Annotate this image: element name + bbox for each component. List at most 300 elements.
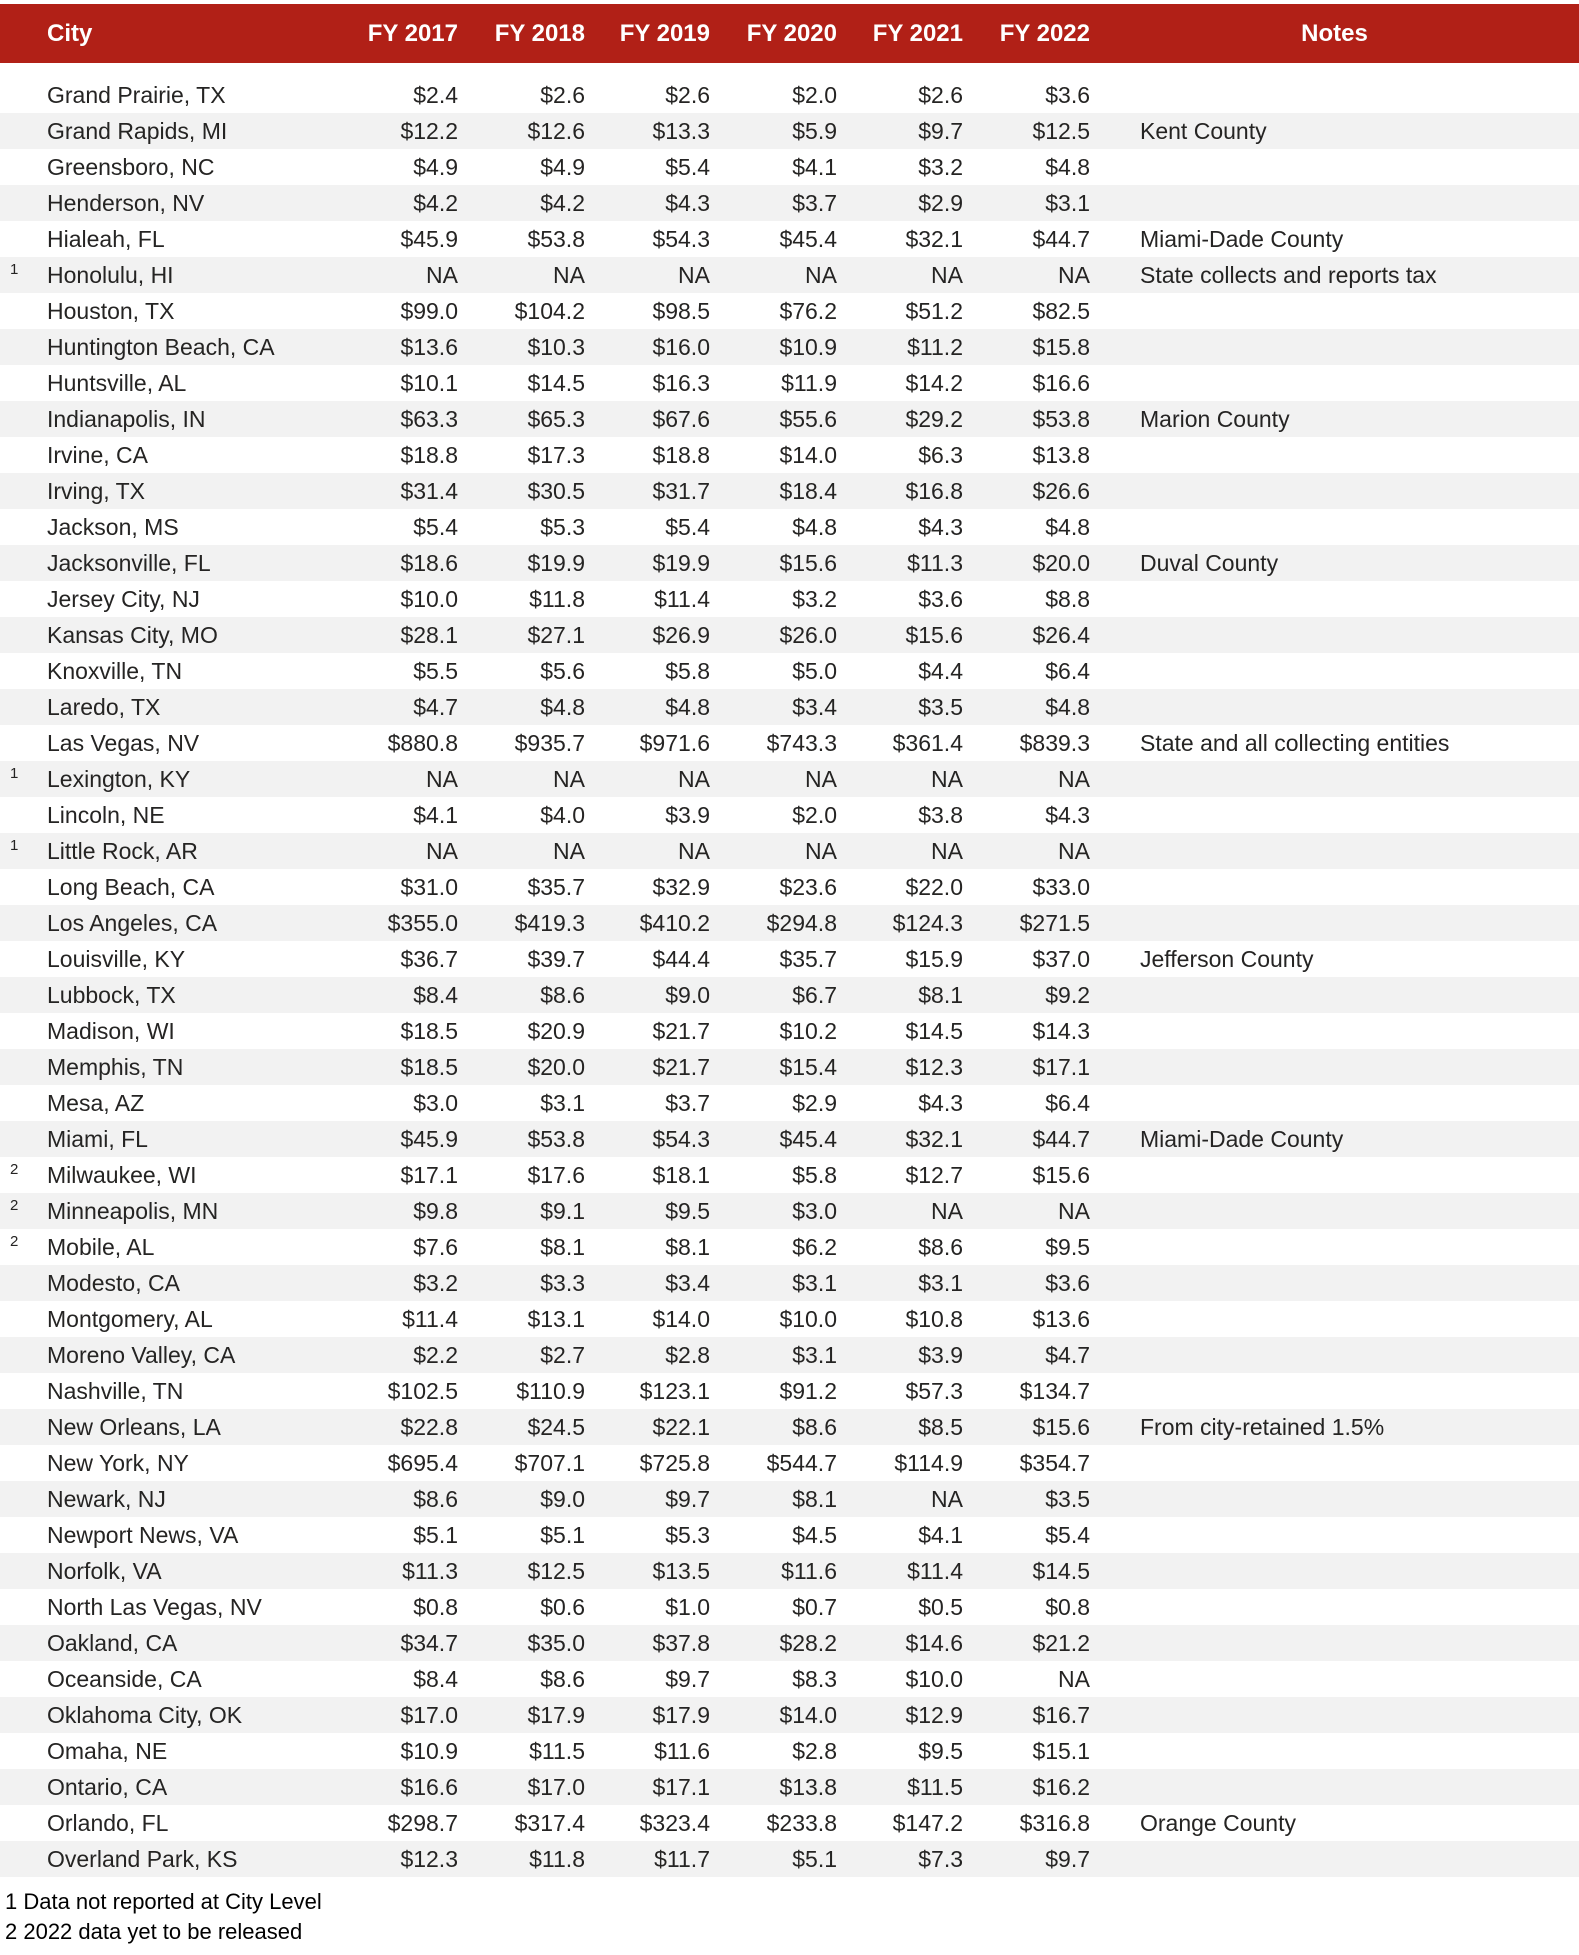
- fy2018-value: $39.7: [527, 945, 585, 972]
- city-cell: [0, 586, 330, 613]
- fy2022-value: $839.3: [1019, 729, 1090, 756]
- city-cell: [0, 1702, 330, 1729]
- fy2019-value: $11.4: [654, 585, 710, 612]
- fy2018-value: $17.6: [527, 1161, 585, 1188]
- table-row: [0, 1157, 1579, 1193]
- city-cell: [0, 1522, 330, 1549]
- city-name: Nashville, TN: [47, 1377, 184, 1404]
- table-row: [0, 1409, 1579, 1445]
- footnote-marker: 1: [10, 261, 19, 278]
- fy2017-value: $10.9: [400, 1737, 458, 1764]
- table-row: [0, 1661, 1579, 1697]
- fy2018-value: $8.6: [540, 981, 585, 1008]
- fy2018-value: $11.5: [529, 1737, 585, 1764]
- fy2022-value: NA: [1058, 1665, 1090, 1692]
- city-cell: [0, 1054, 330, 1081]
- fy2019-value: $54.3: [652, 225, 710, 252]
- fy2022-value: $21.2: [1032, 1629, 1090, 1656]
- table-row: [0, 653, 1579, 689]
- fy2022-value: $33.0: [1032, 873, 1090, 900]
- table-row: [0, 1121, 1579, 1157]
- fy2017-value: $28.1: [400, 621, 458, 648]
- city-name: Miami, FL: [47, 1125, 148, 1152]
- city-cell: [0, 154, 330, 181]
- fy2018-value: NA: [553, 261, 585, 288]
- table-row: [0, 293, 1579, 329]
- fy2018-value: $4.2: [540, 189, 585, 216]
- fy2022-value: $16.7: [1032, 1701, 1090, 1728]
- fy2021-value: $11.4: [907, 1557, 963, 1584]
- city-name: Irvine, CA: [47, 441, 148, 468]
- fy2022-value: $20.0: [1032, 549, 1090, 576]
- city-cell: [0, 1774, 330, 1801]
- notes-cell: From city-retained 1.5%: [1140, 1413, 1385, 1440]
- fy2018-value: $24.5: [527, 1413, 585, 1440]
- city-cell: [0, 550, 330, 577]
- city-cell: [0, 406, 330, 433]
- table-row: [0, 1805, 1579, 1841]
- fy2022-value: $17.1: [1032, 1053, 1090, 1080]
- fy2021-value: $11.5: [907, 1773, 963, 1800]
- fy2020-value: $8.6: [792, 1413, 837, 1440]
- city-name: Louisville, KY: [47, 945, 186, 972]
- fy2018-value: $30.5: [527, 477, 585, 504]
- fy2021-value: $29.2: [905, 405, 963, 432]
- city-name: Jackson, MS: [47, 513, 179, 540]
- table-row: [0, 1013, 1579, 1049]
- table-row: [0, 1229, 1579, 1265]
- fy2020-value: $5.9: [792, 117, 837, 144]
- fy2018-value: $12.6: [527, 117, 585, 144]
- city-name: New York, NY: [47, 1449, 189, 1476]
- fy2019-value: $54.3: [652, 1125, 710, 1152]
- fy2021-value: $2.9: [918, 189, 963, 216]
- table-row: [0, 1589, 1579, 1625]
- fy2019-value: $11.7: [654, 1845, 710, 1872]
- city-name: North Las Vegas, NV: [47, 1593, 262, 1620]
- fy2021-value: $3.6: [918, 585, 963, 612]
- city-cell: [0, 478, 330, 505]
- fy2019-value: $323.4: [639, 1809, 710, 1836]
- fy2021-value: $6.3: [918, 441, 963, 468]
- fy2018-value: $5.3: [540, 513, 585, 540]
- table-row: [0, 1697, 1579, 1733]
- fy2017-value: $8.4: [413, 981, 458, 1008]
- fy2017-value: $45.9: [400, 225, 458, 252]
- notes-cell: Marion County: [1140, 405, 1290, 432]
- fy2022-value: $15.6: [1032, 1413, 1090, 1440]
- city-name: Huntington Beach, CA: [47, 333, 275, 360]
- footnote-1: 1 Data not reported at City Level: [5, 1889, 322, 1914]
- table-row: [0, 1445, 1579, 1481]
- city-cell: [0, 262, 330, 289]
- city-name: Moreno Valley, CA: [47, 1341, 236, 1368]
- fy2018-value: $2.7: [540, 1341, 585, 1368]
- city-cell: [0, 802, 330, 829]
- fy2018-value: $8.1: [540, 1233, 585, 1260]
- fy2017-value: $7.6: [413, 1233, 458, 1260]
- table-row: [0, 1481, 1579, 1517]
- fy2017-value: $18.6: [400, 549, 458, 576]
- fy2017-value: $45.9: [400, 1125, 458, 1152]
- fy2021-value: $32.1: [905, 225, 963, 252]
- fy2019-value: NA: [678, 765, 710, 792]
- fy2020-value: $15.6: [779, 549, 837, 576]
- fy2018-value: $27.1: [527, 621, 585, 648]
- fy2021-value: $12.3: [905, 1053, 963, 1080]
- fy2020-value: NA: [805, 765, 837, 792]
- city-cell: [0, 1666, 330, 1693]
- fy2017-value: $63.3: [400, 405, 458, 432]
- fy2018-value: NA: [553, 765, 585, 792]
- fy2018-value: $419.3: [514, 909, 585, 936]
- city-cell: [0, 1486, 330, 1513]
- footnote-2: 2 2022 data yet to be released: [5, 1919, 303, 1944]
- fy2019-value: $971.6: [639, 729, 710, 756]
- column-header-fy2017: FY 2017: [367, 19, 458, 47]
- fy2022-value: NA: [1058, 261, 1090, 288]
- city-name: Huntsville, AL: [47, 369, 187, 396]
- city-name: Modesto, CA: [47, 1269, 180, 1296]
- fy2019-value: $14.0: [652, 1305, 710, 1332]
- fy2017-value: $99.0: [400, 297, 458, 324]
- fy2017-value: $18.5: [400, 1017, 458, 1044]
- city-cell: [0, 910, 330, 937]
- table-row: [0, 1049, 1579, 1085]
- fy2017-value: $10.0: [400, 585, 458, 612]
- fy2021-value: $16.8: [905, 477, 963, 504]
- fy2020-value: $544.7: [766, 1449, 837, 1476]
- fy2017-value: $11.4: [402, 1305, 458, 1332]
- fy2019-value: $410.2: [639, 909, 710, 936]
- table-row: [0, 473, 1579, 509]
- fy2020-value: $10.9: [779, 333, 837, 360]
- fy2017-value: $16.6: [400, 1773, 458, 1800]
- fy2020-value: $15.4: [779, 1053, 837, 1080]
- fy2021-value: NA: [931, 765, 963, 792]
- fy2020-value: $76.2: [779, 297, 837, 324]
- table-row: [0, 581, 1579, 617]
- table-row: [0, 1265, 1579, 1301]
- table-row: [0, 905, 1579, 941]
- column-header-city: City: [47, 19, 93, 47]
- footnote-marker: 2: [10, 1233, 19, 1250]
- fy2019-value: $13.5: [652, 1557, 710, 1584]
- fy2020-value: $2.9: [792, 1089, 837, 1116]
- notes-cell: Kent County: [1140, 117, 1267, 144]
- fy2021-value: NA: [931, 1197, 963, 1224]
- table-row: [0, 1625, 1579, 1661]
- city-cell: [0, 1594, 330, 1621]
- fy2022-value: $12.5: [1032, 117, 1090, 144]
- city-name: Montgomery, AL: [47, 1305, 213, 1332]
- table-row: [0, 365, 1579, 401]
- fy2020-value: $233.8: [766, 1809, 837, 1836]
- fy2017-value: $2.4: [413, 81, 458, 108]
- footnote-marker: 2: [10, 1161, 19, 1178]
- notes-cell: State and all collecting entities: [1140, 729, 1450, 756]
- fy2022-value: $16.6: [1032, 369, 1090, 396]
- city-cell: [0, 1846, 330, 1873]
- fy2020-value: $3.4: [792, 693, 837, 720]
- fy2018-value: $35.0: [527, 1629, 585, 1656]
- fy2019-value: $37.8: [652, 1629, 710, 1656]
- city-name: Overland Park, KS: [47, 1845, 238, 1872]
- fy2021-value: $4.3: [918, 513, 963, 540]
- fy2017-value: $12.2: [400, 117, 458, 144]
- fy2020-value: $18.4: [779, 477, 837, 504]
- city-name: Lexington, KY: [47, 765, 191, 792]
- fy2021-value: $15.6: [905, 621, 963, 648]
- footnotes: [0, 1887, 1579, 1947]
- fy2019-value: $4.3: [665, 189, 710, 216]
- fy2018-value: $11.8: [529, 1845, 585, 1872]
- fy2020-value: $3.0: [792, 1197, 837, 1224]
- city-cell: [0, 334, 330, 361]
- fy2018-value: $11.8: [529, 585, 585, 612]
- fy2022-value: $271.5: [1019, 909, 1090, 936]
- fy2020-value: $3.1: [792, 1269, 837, 1296]
- fy2022-value: $316.8: [1019, 1809, 1090, 1836]
- fy2020-value: $0.7: [792, 1593, 837, 1620]
- fy2021-value: $12.9: [905, 1701, 963, 1728]
- fy2018-value: $53.8: [527, 225, 585, 252]
- city-name: Memphis, TN: [47, 1053, 184, 1080]
- fy2021-value: $11.3: [907, 549, 963, 576]
- city-cell: [0, 1270, 330, 1297]
- fy2022-value: $4.8: [1045, 513, 1090, 540]
- fy2021-value: $4.1: [918, 1521, 963, 1548]
- fy2020-value: $11.6: [781, 1557, 837, 1584]
- fy2019-value: $31.7: [652, 477, 710, 504]
- city-name: Long Beach, CA: [47, 873, 215, 900]
- table-row: [0, 545, 1579, 581]
- fy2017-value: $4.1: [413, 801, 458, 828]
- fy2017-value: NA: [426, 765, 458, 792]
- city-cell: [0, 1378, 330, 1405]
- fy2019-value: $5.8: [665, 657, 710, 684]
- table-row: [0, 257, 1579, 293]
- fy2019-value: $1.0: [665, 1593, 710, 1620]
- fy2021-value: $147.2: [892, 1809, 963, 1836]
- city-name: Ontario, CA: [47, 1773, 168, 1800]
- fy2021-value: $3.2: [918, 153, 963, 180]
- fy2020-value: $5.1: [792, 1845, 837, 1872]
- fy2018-value: $3.1: [540, 1089, 585, 1116]
- fy2021-value: $8.1: [918, 981, 963, 1008]
- city-name: Jacksonville, FL: [47, 549, 211, 576]
- fy2022-value: $3.5: [1045, 1485, 1090, 1512]
- fy2020-value: $2.0: [792, 801, 837, 828]
- city-cell: [0, 1018, 330, 1045]
- table-row: [0, 113, 1579, 149]
- fy2018-value: $317.4: [514, 1809, 585, 1836]
- column-header-fy2018: FY 2018: [494, 19, 585, 47]
- fy2017-value: $34.7: [400, 1629, 458, 1656]
- city-name: Henderson, NV: [47, 189, 205, 216]
- fy2018-value: $104.2: [514, 297, 585, 324]
- fy2018-value: $4.8: [540, 693, 585, 720]
- fy2019-value: $21.7: [652, 1017, 710, 1044]
- fy2022-value: $14.3: [1032, 1017, 1090, 1044]
- table-row: [0, 1193, 1579, 1229]
- fy2019-value: $16.0: [652, 333, 710, 360]
- city-name: New Orleans, LA: [47, 1413, 221, 1440]
- fy2018-value: $4.0: [540, 801, 585, 828]
- fy2022-value: NA: [1058, 765, 1090, 792]
- fy2020-value: $6.7: [792, 981, 837, 1008]
- notes-cell: Miami-Dade County: [1140, 1125, 1344, 1152]
- city-cell: [0, 442, 330, 469]
- fy2021-value: $361.4: [892, 729, 963, 756]
- city-name: Grand Rapids, MI: [47, 117, 228, 144]
- fy2017-value: NA: [426, 837, 458, 864]
- city-cell: [0, 1306, 330, 1333]
- fy2020-value: $55.6: [779, 405, 837, 432]
- fy2021-value: $4.4: [918, 657, 963, 684]
- fy2019-value: $9.0: [665, 981, 710, 1008]
- fy2020-value: $3.7: [792, 189, 837, 216]
- fy2018-value: $8.6: [540, 1665, 585, 1692]
- table-row: [0, 1517, 1579, 1553]
- fy2022-value: $44.7: [1032, 1125, 1090, 1152]
- fy2017-value: $5.4: [413, 513, 458, 540]
- city-cell: [0, 1558, 330, 1585]
- city-name: Las Vegas, NV: [47, 729, 200, 756]
- fy2017-value: $31.0: [400, 873, 458, 900]
- fy2022-value: $26.4: [1032, 621, 1090, 648]
- notes-cell: Jefferson County: [1140, 945, 1314, 972]
- table-row: [0, 725, 1579, 761]
- fy2019-value: $3.4: [665, 1269, 710, 1296]
- fy2022-value: $4.3: [1045, 801, 1090, 828]
- table-row: [0, 437, 1579, 473]
- fy2018-value: $935.7: [514, 729, 585, 756]
- city-cell: [0, 982, 330, 1009]
- table-row: [0, 329, 1579, 365]
- fy2022-value: $15.6: [1032, 1161, 1090, 1188]
- fy2022-value: $6.4: [1045, 1089, 1090, 1116]
- city-cell: [0, 82, 330, 109]
- column-header-fy2021: FY 2021: [872, 19, 963, 47]
- city-cell: [0, 1450, 330, 1477]
- fy2022-value: $4.8: [1045, 693, 1090, 720]
- fy2017-value: $17.0: [400, 1701, 458, 1728]
- fy2017-value: $5.5: [413, 657, 458, 684]
- fy2017-value: $102.5: [387, 1377, 458, 1404]
- table-row: [0, 221, 1579, 257]
- fy2021-value: $14.5: [905, 1017, 963, 1044]
- fy2021-value: $10.0: [905, 1665, 963, 1692]
- fy2019-value: NA: [678, 837, 710, 864]
- fy2019-value: $22.1: [652, 1413, 710, 1440]
- city-name: Mobile, AL: [47, 1233, 155, 1260]
- fy2019-value: $9.7: [665, 1665, 710, 1692]
- fy2018-value: $17.3: [527, 441, 585, 468]
- city-cell: [0, 1414, 330, 1441]
- fy2020-value: $23.6: [779, 873, 837, 900]
- fy2018-value: $5.6: [540, 657, 585, 684]
- city-name: Oceanside, CA: [47, 1665, 202, 1692]
- fy2022-value: $82.5: [1032, 297, 1090, 324]
- fy2018-value: $5.1: [540, 1521, 585, 1548]
- fy2017-value: $3.2: [413, 1269, 458, 1296]
- fy2022-value: $14.5: [1032, 1557, 1090, 1584]
- fy2018-value: $17.9: [527, 1701, 585, 1728]
- fy2019-value: $8.1: [665, 1233, 710, 1260]
- city-cell: [0, 1738, 330, 1765]
- fy2018-value: $14.5: [527, 369, 585, 396]
- fy2021-value: $32.1: [905, 1125, 963, 1152]
- city-name: Minneapolis, MN: [47, 1197, 219, 1224]
- fy2022-value: $8.8: [1045, 585, 1090, 612]
- fy2019-value: $16.3: [652, 369, 710, 396]
- fy2019-value: $17.1: [652, 1773, 710, 1800]
- fy2017-value: $0.8: [413, 1593, 458, 1620]
- fy2019-value: $11.6: [654, 1737, 710, 1764]
- fy2022-value: $0.8: [1045, 1593, 1090, 1620]
- fy2019-value: $32.9: [652, 873, 710, 900]
- fy2019-value: $2.6: [665, 81, 710, 108]
- fy2017-value: $18.5: [400, 1053, 458, 1080]
- fy2018-value: $4.9: [540, 153, 585, 180]
- city-name: Houston, TX: [47, 297, 175, 324]
- fy2022-value: $13.8: [1032, 441, 1090, 468]
- fy2020-value: $4.5: [792, 1521, 837, 1548]
- fy2018-value: NA: [553, 837, 585, 864]
- fy2020-value: $14.0: [779, 441, 837, 468]
- fy2020-value: $4.8: [792, 513, 837, 540]
- fy2019-value: $44.4: [652, 945, 710, 972]
- fy2022-value: $134.7: [1019, 1377, 1090, 1404]
- notes-cell: Orange County: [1140, 1809, 1296, 1836]
- city-name: Lubbock, TX: [47, 981, 176, 1008]
- fy2020-value: $13.8: [779, 1773, 837, 1800]
- fy2020-value: $10.2: [779, 1017, 837, 1044]
- table-row: [0, 509, 1579, 545]
- fy2020-value: NA: [805, 837, 837, 864]
- city-name: Orlando, FL: [47, 1809, 169, 1836]
- fy2020-value: $2.8: [792, 1737, 837, 1764]
- city-cell: [0, 226, 330, 253]
- city-cell: [0, 622, 330, 649]
- fy2020-value: $5.8: [792, 1161, 837, 1188]
- table-row: [0, 689, 1579, 725]
- fy2022-value: $16.2: [1032, 1773, 1090, 1800]
- fy2022-value: $4.8: [1045, 153, 1090, 180]
- fy2021-value: $0.5: [918, 1593, 963, 1620]
- fy2020-value: $3.1: [792, 1341, 837, 1368]
- city-cell: [0, 874, 330, 901]
- fy2017-value: $4.7: [413, 693, 458, 720]
- fy2017-value: $695.4: [387, 1449, 458, 1476]
- fy2017-value: $18.8: [400, 441, 458, 468]
- fy2020-value: $26.0: [779, 621, 837, 648]
- fy2019-value: $18.1: [652, 1161, 710, 1188]
- fy2021-value: $11.2: [907, 333, 963, 360]
- city-cell: [0, 658, 330, 685]
- fy2019-value: $9.7: [665, 1485, 710, 1512]
- fy2020-value: $45.4: [779, 1125, 837, 1152]
- city-cell: [0, 1630, 330, 1657]
- column-header-fy2020: FY 2020: [746, 19, 837, 47]
- fy2018-value: $65.3: [527, 405, 585, 432]
- fy2018-value: $20.0: [527, 1053, 585, 1080]
- fy2022-value: $354.7: [1019, 1449, 1090, 1476]
- fy2020-value: $743.3: [766, 729, 837, 756]
- fy2019-value: $21.7: [652, 1053, 710, 1080]
- fy2019-value: $19.9: [652, 549, 710, 576]
